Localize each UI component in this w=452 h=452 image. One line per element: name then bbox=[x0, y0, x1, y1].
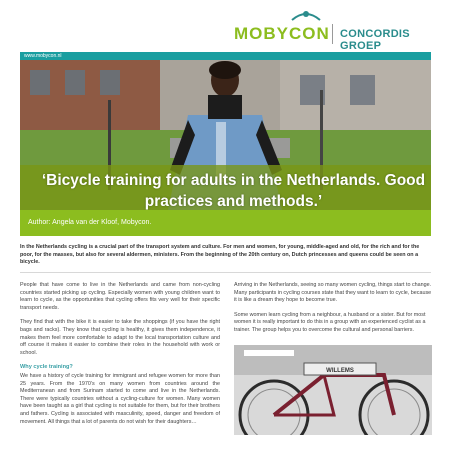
logo-arc-icon bbox=[288, 10, 324, 22]
teal-strip bbox=[20, 52, 431, 60]
website-url[interactable]: www.mobycon.nl bbox=[24, 53, 62, 59]
heading-why-cycle-training: Why cycle training? bbox=[20, 364, 73, 371]
bike-label: WILLEMS bbox=[326, 368, 354, 374]
logo-wordmark: MOBYCON bbox=[234, 24, 330, 43]
author-line: Author: Angela van der Kloof, Mobycon. bbox=[28, 219, 152, 226]
left-paragraph-1: People that have come to live in the Netherlands and came from non-cycling countries started picking up cycling. Especially women with young children want to learn to cycle, as the opportunities that cycling offers fits very well for their specific transport needs. bbox=[20, 282, 220, 311]
header bbox=[0, 0, 452, 52]
left-column bbox=[20, 282, 220, 433]
right-paragraph-1: Arriving in the Netherlands, seeing so many women cycling, things start to change. Many participants in cycling courses state that they want to learn to cycle, because it is like a dream they hope to become true. bbox=[234, 282, 432, 304]
intro-paragraph: In the Netherlands cycling is a crucial part of the transport system and culture. For men and women, for young, middle-aged and old, for the rich and for the poor, for the masses, but also for several aldermen, ministers. From the beginning of the 20th century on, Dutch princesses and queens could be seen on a bicycle. bbox=[20, 244, 420, 266]
logo-separator bbox=[332, 24, 333, 44]
logo-group-name: CONCORDIS GROEP bbox=[340, 28, 410, 52]
article-title: ‘Bicycle training for adults in the Netherlands. Good practices and methods.’ bbox=[41, 172, 426, 210]
right-column bbox=[234, 282, 434, 342]
right-paragraph-2: Some women learn cycling from a neighbour, a husband or a sister. But for most women it is really important to do this in a group with an experienced cyclist as a trainer. The group helps you to overcome the cultural and personal barriers. bbox=[234, 311, 426, 333]
left-paragraph-2: They find that with the bike it is easier to take the shoppings (if you have the right bags and racks). They know that cycling is healthy, it gives them independence, it makes them feel more comfortable to adapt to the local transportation culture and off course it makes it easier to combine their roles in the household with work or school. bbox=[20, 319, 220, 356]
left-paragraph-3: We have a history of cycle training for immigrant and refugee women for more than 25 years. From the 1970’s on many women from countries around the Mediterranean and from Surinam started to come and live in the Netherlands. There were typically countries without a cycling-culture for women. Many women have been taught as a girl that cycling is not suitable for them, but for their brothers and fathers. Cycling is associated with masculinity, speed, danger and freedom of movement. All things that a lot of parents do not wish for their daughters… bbox=[20, 372, 220, 425]
divider bbox=[20, 272, 431, 273]
bicycle-photo bbox=[234, 345, 432, 435]
mobycon-logo[interactable] bbox=[234, 10, 444, 52]
